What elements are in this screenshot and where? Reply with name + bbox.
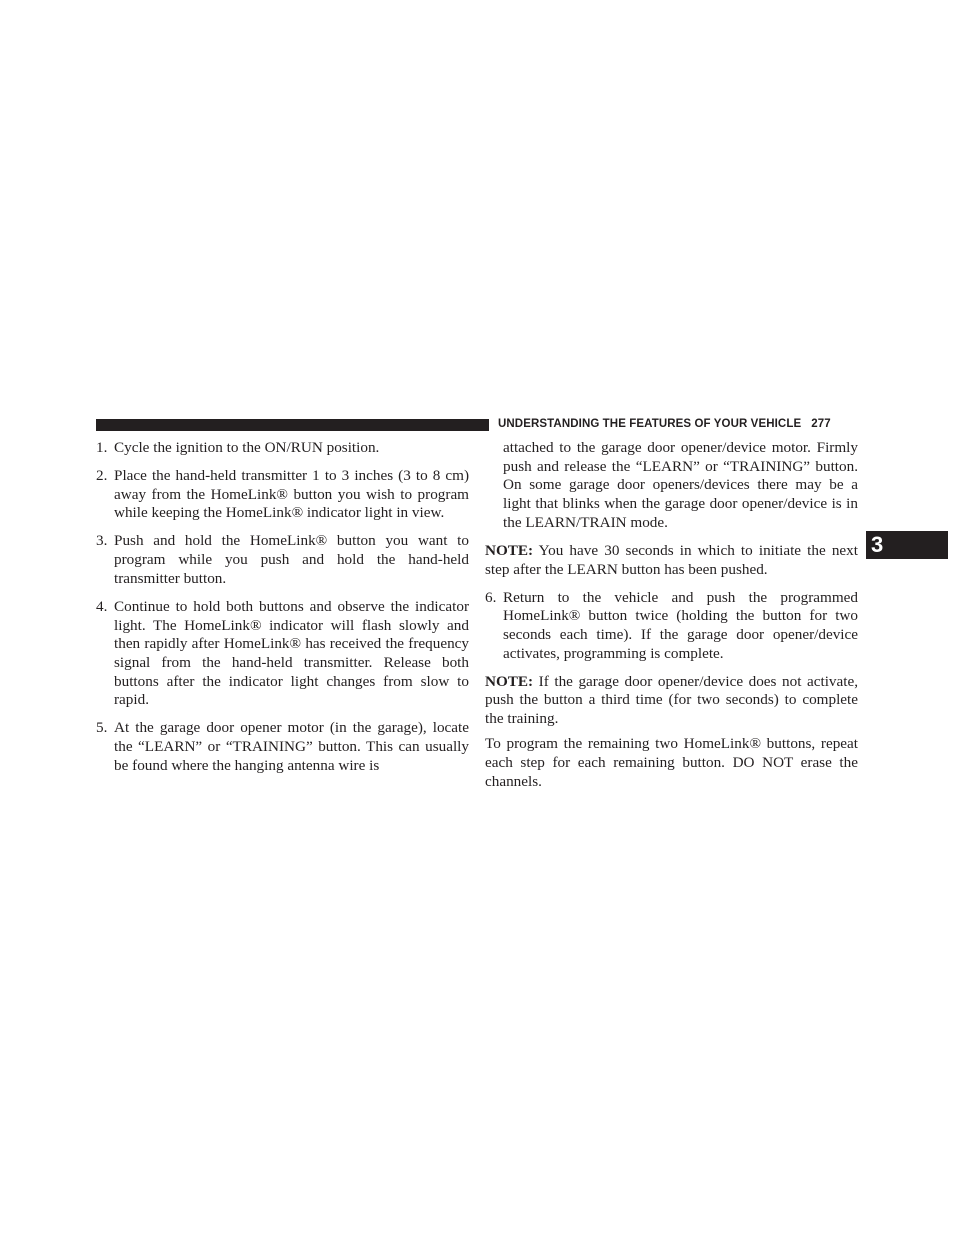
step-text: Place the hand-held transmitter 1 to 3 inches (3 to 8 cm) away from the HomeLink® button you wish to program while keeping the HomeLink® indicator light in view. <box>114 467 469 522</box>
note-text: You have 30 seconds in which to initiate the next step after the LEARN button has been pushed. <box>485 541 858 578</box>
step-number: 5. <box>96 719 108 737</box>
step-2 <box>96 467 469 523</box>
step-number: 2. <box>96 467 108 484</box>
step-text: Push and hold the HomeLink® button you want to program while you push and hold the hand-held transmitter button. <box>114 532 469 587</box>
step-text: Continue to hold both buttons and observe the indicator light. The HomeLink® indicator will flash slowly and then rapidly after HomeLink® has received the frequency signal from the hand-held transmitter. Release both buttons after the indicator light changes from slow to rapid. <box>114 597 469 709</box>
section-title: UNDERSTANDING THE FEATURES OF YOUR VEHICLE <box>498 418 802 430</box>
step-1 <box>96 439 469 458</box>
step-3 <box>96 532 469 588</box>
step-number: 1. <box>96 439 108 456</box>
left-column <box>96 439 469 785</box>
note-text: If the garage door opener/device does not activate, push the button a third time (for two seconds) to complete the training. <box>485 672 859 728</box>
step-number: 3. <box>96 532 108 550</box>
chapter-number: 3 <box>871 532 884 557</box>
step-text: Cycle the ignition to the ON/RUN position. <box>114 439 380 456</box>
running-header <box>498 418 858 430</box>
step-5 <box>96 719 469 775</box>
step-number: 6. <box>485 588 497 606</box>
step-text: Return to the vehicle and push the programmed HomeLink® button twice (holding the button for two seconds each time). If the garage door opener/device activates, programming is complete. <box>503 588 858 662</box>
note-label: NOTE: <box>485 672 534 690</box>
final-paragraph: To program the remaining two HomeLink® buttons, repeat each step for each remaining button. DO NOT erase the channels. <box>485 735 858 790</box>
step-6 <box>485 589 858 664</box>
page-number: 277 <box>811 418 831 430</box>
note-learn-timing <box>485 542 858 579</box>
note-label: NOTE: <box>485 541 534 559</box>
step-text: At the garage door opener motor (in the garage), locate the “LEARN” or “TRAINING” button. This can usually be found where the hanging antenna wire is <box>114 719 469 774</box>
step-5-continued: attached to the garage door opener/device motor. Firmly push and release the “LEARN” or “TRAINING” button. On some garage door openers/devices there may be a light that blinks when the garage door opener/device is in the LEARN/TRAIN mode. <box>503 439 858 531</box>
note-not-activating <box>485 673 858 729</box>
header-rule <box>96 419 489 431</box>
step-number: 4. <box>96 597 108 615</box>
step-4 <box>96 598 469 710</box>
chapter-tab <box>866 531 948 559</box>
right-column <box>485 439 858 798</box>
